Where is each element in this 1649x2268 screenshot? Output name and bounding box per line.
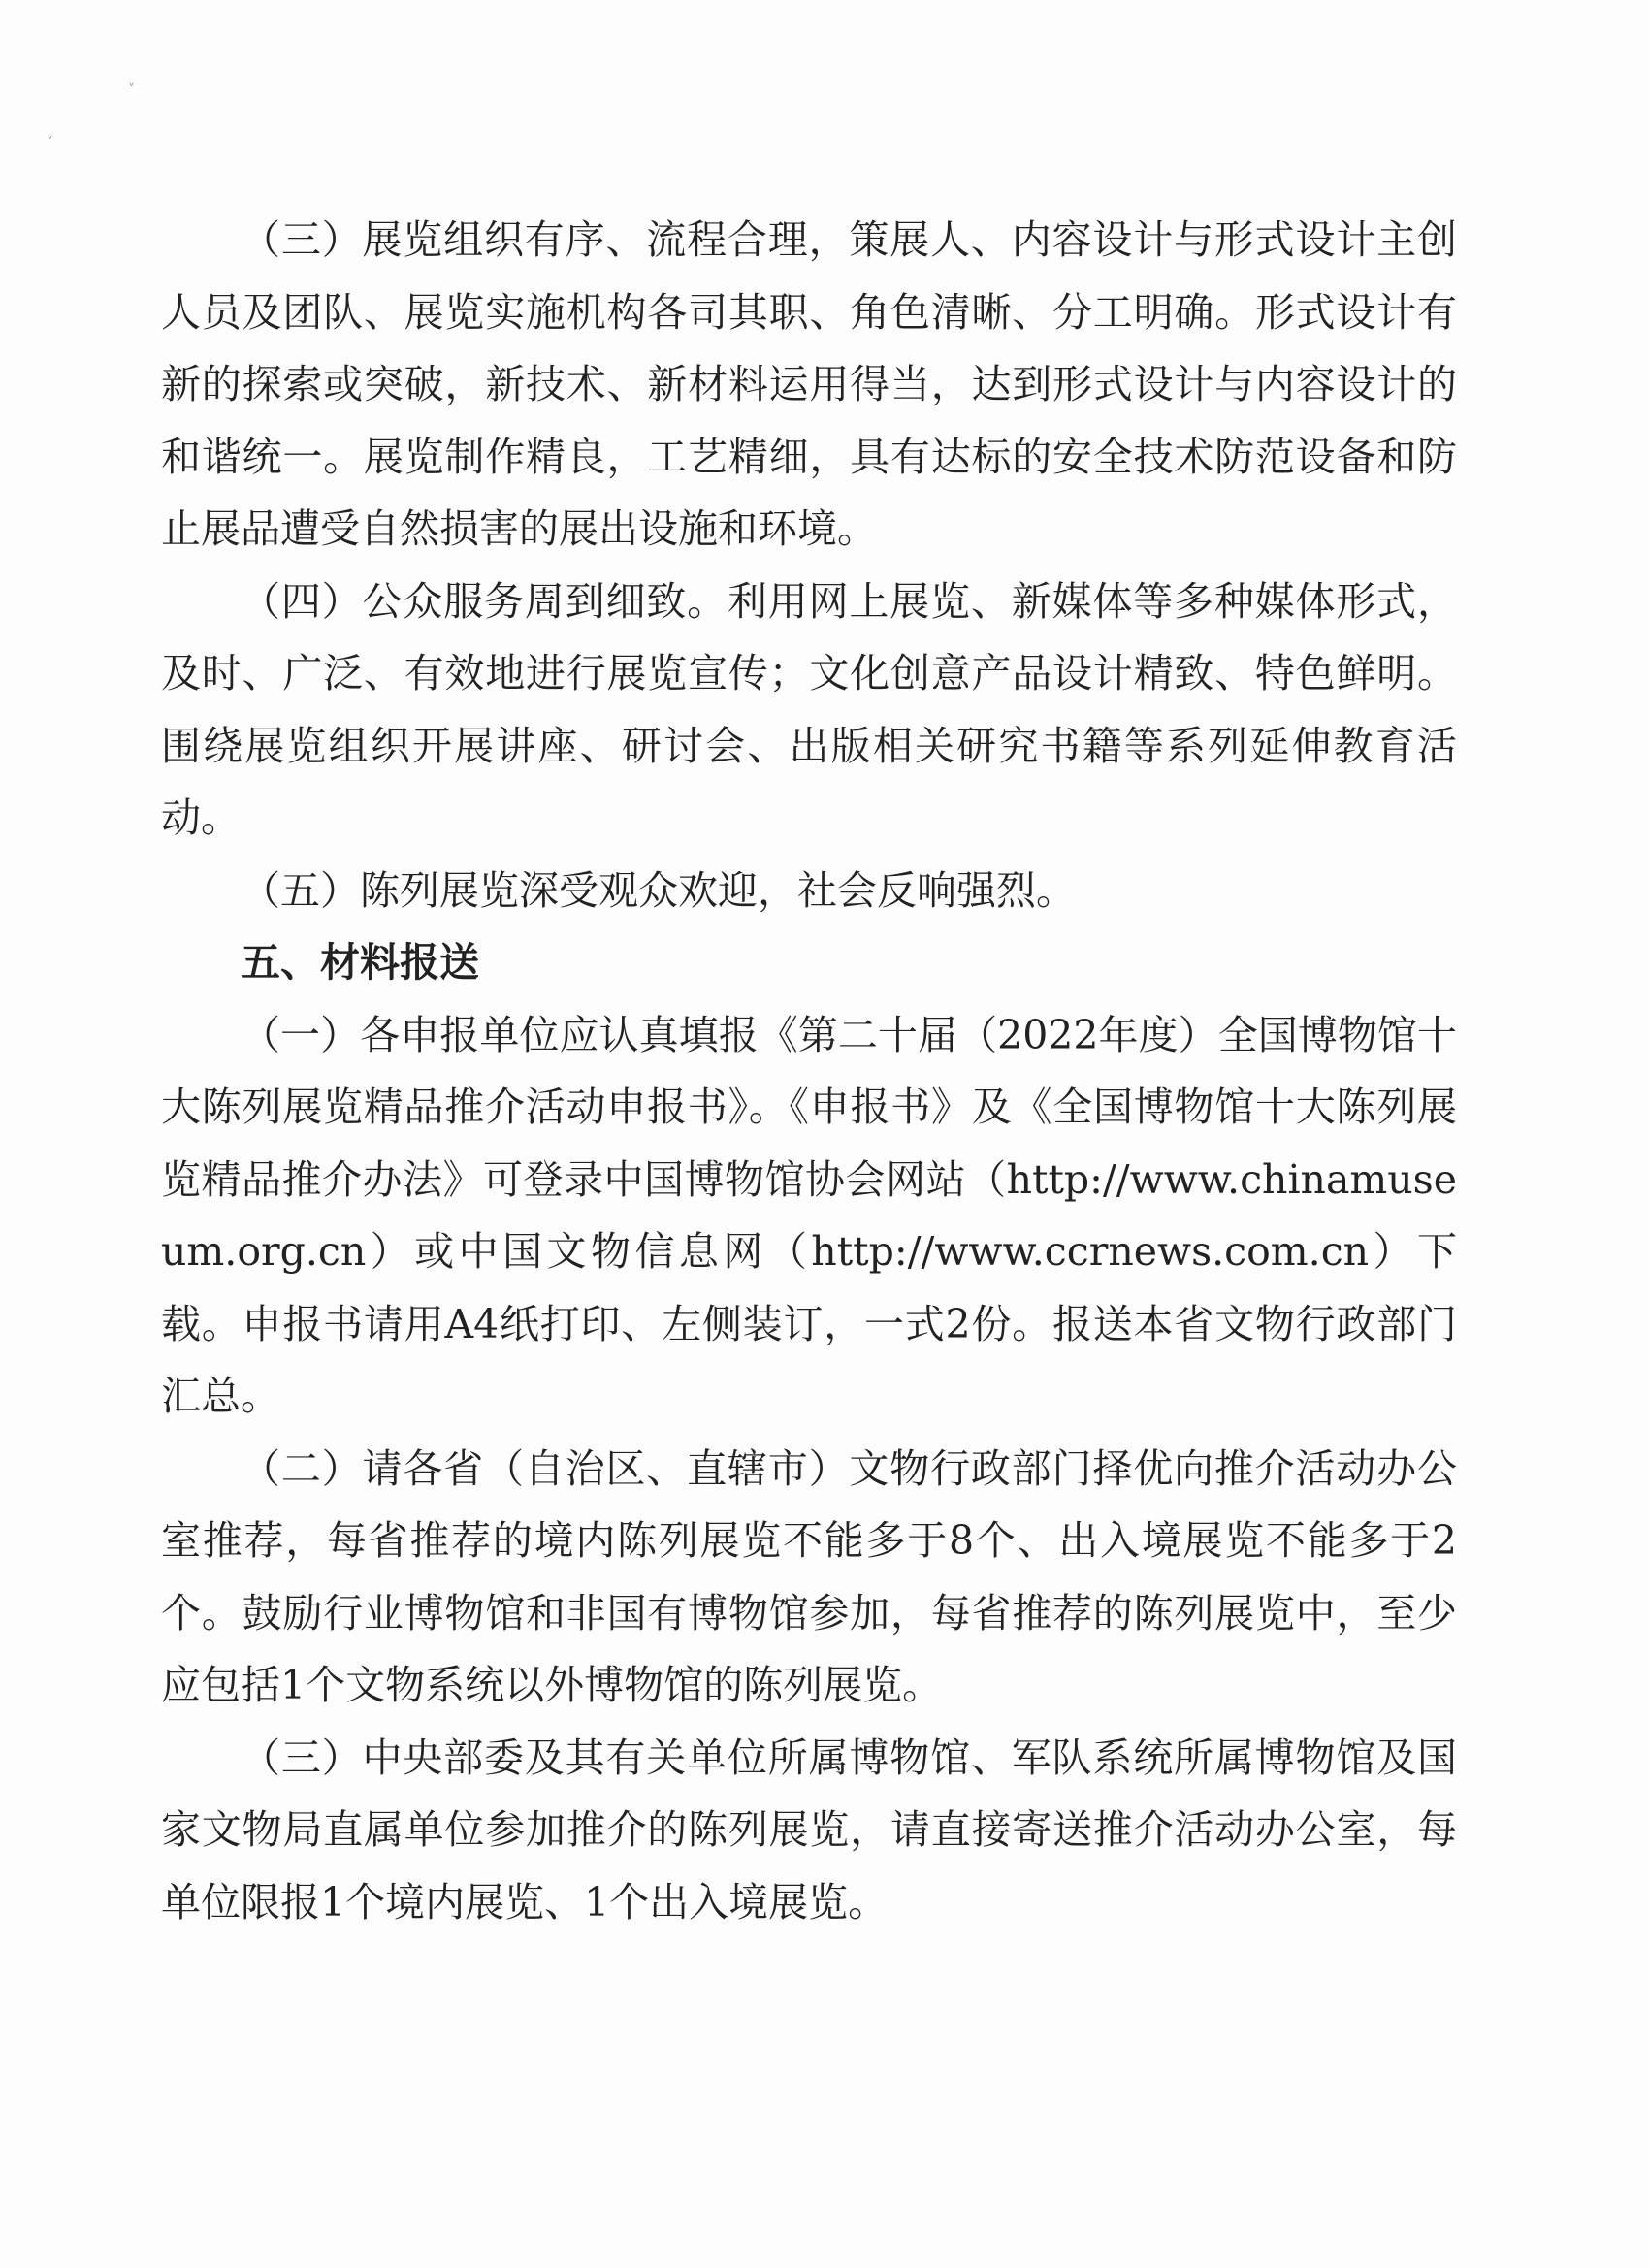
document-body [161,204,1457,1938]
paragraph-section-5: （五）陈列展览深受观众欢迎，社会反响强烈。 [241,866,1076,914]
paragraph-section-4: （四）公众服务周到细致。利用网上展览、新媒体等多种媒体形式，及时、广泛、有效地进行展览宣传；文化创意产品设计精致、特色鲜明。围绕展览组织开展讲座、研讨会、出版相关研究书籍等系列延伸教育活动。 [161,577,1457,841]
paragraph-section-3: （三）展览组织有序、流程合理，策展人、内容设计与形式设计主创人员及团队、展览实施机构各司其职、角色清晰、分工明确。形式设计有新的探索或突破，新技术、新材料运用得当，达到形式设计与内容设计的和谐统一。展览制作精良，工艺精细，具有达标的安全技术防范设备和防止展品遭受自然损害的展出设施和环境。 [161,216,1457,552]
section-heading: 五、材料报送 [241,939,479,986]
paragraph-materials-2: （二）请各省（自治区、直辖市）文物行政部门择优向推介活动办公室推荐，每省推荐的境内陈列展览不能多于8个、出入境展览不能多于2个。鼓励行业博物馆和非国有博物馆参加，每省推荐的陈列展览中，至少应包括1个文物系统以外博物馆的陈列展览。 [161,1444,1457,1708]
paragraph-materials-1: （一）各申报单位应认真填报《第二十届（2022年度）全国博物馆十大陈列展览精品推介活动申报书》。《申报书》及《全国博物馆十大陈列展览精品推介办法》可登录中国博物馆协会网站（http://www.chinamuseum.org.cn）或中国文物信息网（http://www.ccrnews.com.cn）下载。申报书请用A4纸打印、左侧装订，一式2份。报送本省文物行政部门汇总。 [161,1011,1457,1419]
scan-mark: ˅ [47,135,53,150]
paragraph-materials-3: （三）中央部委及其有关单位所属博物馆、军队系统所属博物馆及国家文物局直属单位参加推介的陈列展览，请直接寄送推介活动办公室，每单位限报1个境内展览、1个出入境展览。 [161,1733,1457,1926]
scan-mark: ˅ [128,82,135,98]
